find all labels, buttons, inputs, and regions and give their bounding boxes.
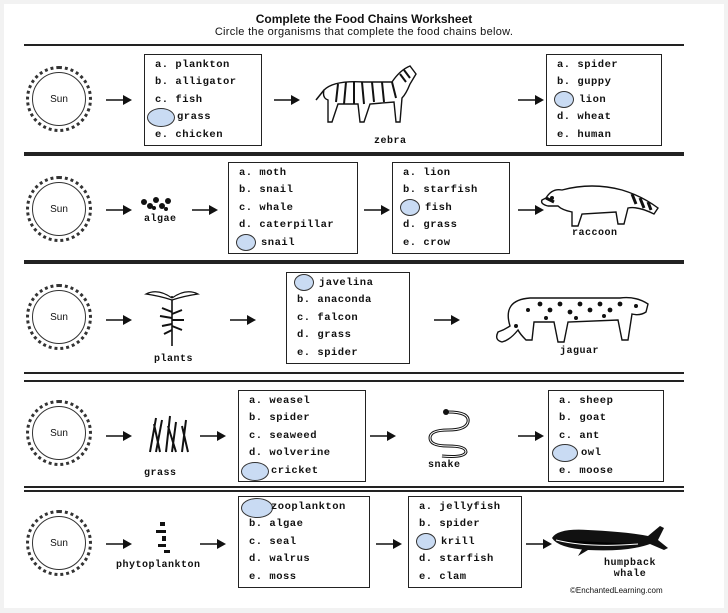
plant-icon [140,286,204,350]
choice-option[interactable]: a. lion [403,167,451,179]
sun-icon [26,400,92,466]
selection-circle-icon [554,91,574,108]
producer-label-grass: grass [144,468,177,479]
zebra-icon [314,60,424,130]
arrow-icon [370,431,396,441]
sun-icon [26,510,92,576]
choice-option[interactable]: c. seal [249,535,297,548]
arrow-icon [192,205,218,215]
choice-option-selected[interactable]: krill [419,534,521,551]
choice-option[interactable]: b. goat [559,412,607,425]
choice-option[interactable]: b. algae [249,518,304,531]
choice-option[interactable]: a. jellyfish [419,501,501,513]
choice-option[interactable]: d. caterpillar [239,219,335,232]
choice-option-selected[interactable]: owl [559,445,663,462]
raccoon-icon [532,174,662,230]
animal-label-zebra: zebra [374,136,407,147]
sun-icon [26,284,92,350]
humpback-whale-icon [548,518,672,558]
choice-box [144,54,262,146]
choice-box [228,162,358,254]
choice-option[interactable]: b. spider [419,518,481,531]
choice-box [408,496,522,588]
arrow-icon [230,315,256,325]
credit-text: ©EnchantedLearning.com [570,586,663,595]
arrow-icon [518,95,544,105]
choice-option-selected[interactable]: grass [155,109,261,126]
sun-label: Sun [50,203,68,215]
phytoplankton-icon [150,520,178,556]
page-subtitle: Circle the organisms that complete the food chains below. [214,26,514,38]
choice-option[interactable]: d. starfish [419,553,494,566]
choice-option[interactable]: d. grass [297,329,352,342]
choice-option-selected[interactable]: javelina [297,275,409,292]
choice-option-selected[interactable]: lion [557,92,661,109]
choice-option[interactable]: e. moss [249,570,297,583]
choice-option[interactable]: d. walrus [249,553,311,566]
grass-icon [146,414,194,454]
animal-label-raccoon: raccoon [572,228,618,239]
choice-box [392,162,510,254]
choice-option[interactable]: e. clam [419,570,467,583]
selection-circle-icon [294,274,314,291]
animal-label-jaguar: jaguar [560,346,600,357]
arrow-icon [200,539,226,549]
selection-circle-icon [236,234,256,251]
choice-box [238,496,370,588]
animal-label-snake: snake [428,460,461,471]
choice-option[interactable]: e. moose [559,464,614,477]
food-chain-row-5 [24,490,684,598]
choice-option[interactable]: e. human [557,128,612,141]
selection-circle-icon [416,533,436,550]
choice-option[interactable]: d. grass [403,219,458,232]
arrow-icon [106,315,132,325]
sun-label: Sun [50,93,68,105]
choice-option[interactable]: d. wolverine [249,447,331,460]
selection-circle-icon [400,199,420,216]
sun-label: Sun [50,537,68,549]
page-title: Complete the Food Chains Worksheet [255,12,473,26]
choice-option[interactable]: b. spider [249,412,311,425]
snake-icon [420,404,476,460]
choice-option[interactable]: e. crow [403,236,451,249]
sun-label: Sun [50,311,68,323]
choice-option[interactable]: a. spider [557,59,619,71]
arrow-icon [274,95,300,105]
choice-option-selected[interactable]: cricket [249,463,365,480]
choice-option[interactable]: e. spider [297,346,359,359]
producer-label-plants: plants [154,354,194,365]
choice-option[interactable]: c. whale [239,201,294,214]
producer-label-algae: algae [144,214,177,225]
choice-option[interactable]: a. plankton [155,59,230,71]
food-chain-row-1 [24,44,684,154]
choice-option-selected[interactable]: fish [403,200,509,217]
arrow-icon [518,431,544,441]
choice-option[interactable]: b. starfish [403,184,478,197]
choice-option-selected[interactable]: zooplankton [249,499,369,516]
choice-option[interactable]: c. ant [559,429,600,442]
food-chain-row-3 [24,262,684,374]
algae-icon [138,194,174,214]
choice-option[interactable]: e. chicken [155,128,224,141]
jaguar-icon [480,280,660,350]
choice-option[interactable]: c. seaweed [249,429,318,442]
selection-circle-icon [552,444,578,462]
choice-option[interactable]: b. alligator [155,76,237,89]
choice-option[interactable]: b. guppy [557,76,612,89]
arrow-icon [106,95,132,105]
arrow-icon [106,205,132,215]
arrow-icon [434,315,460,325]
food-chain-row-4 [24,380,684,488]
choice-box [238,390,366,482]
choice-option[interactable]: d. wheat [557,111,612,124]
choice-option-selected[interactable]: snail [239,235,357,252]
choice-option[interactable]: a. sheep [559,395,614,407]
animal-label-humpback-whale: humpback whale [603,558,656,580]
sun-icon [26,66,92,132]
choice-option[interactable]: b. anaconda [297,294,372,307]
choice-option[interactable]: c. fish [155,93,203,106]
arrow-icon [200,431,226,441]
choice-option[interactable]: a. moth [239,167,287,179]
producer-label-phytoplankton: phytoplankton [116,560,201,571]
arrow-icon [364,205,390,215]
choice-option[interactable]: a. weasel [249,395,311,407]
selection-circle-icon [241,498,273,518]
choice-option[interactable]: c. falcon [297,311,359,324]
sun-icon [26,176,92,242]
choice-box [286,272,410,364]
arrow-icon [376,539,402,549]
selection-circle-icon [241,462,269,481]
choice-box [548,390,664,482]
choice-box [546,54,662,146]
selection-circle-icon [147,108,175,127]
food-chain-row-2 [24,154,684,262]
arrow-icon [106,539,132,549]
arrow-icon [106,431,132,441]
choice-option[interactable]: b. snail [239,184,294,197]
sun-label: Sun [50,427,68,439]
